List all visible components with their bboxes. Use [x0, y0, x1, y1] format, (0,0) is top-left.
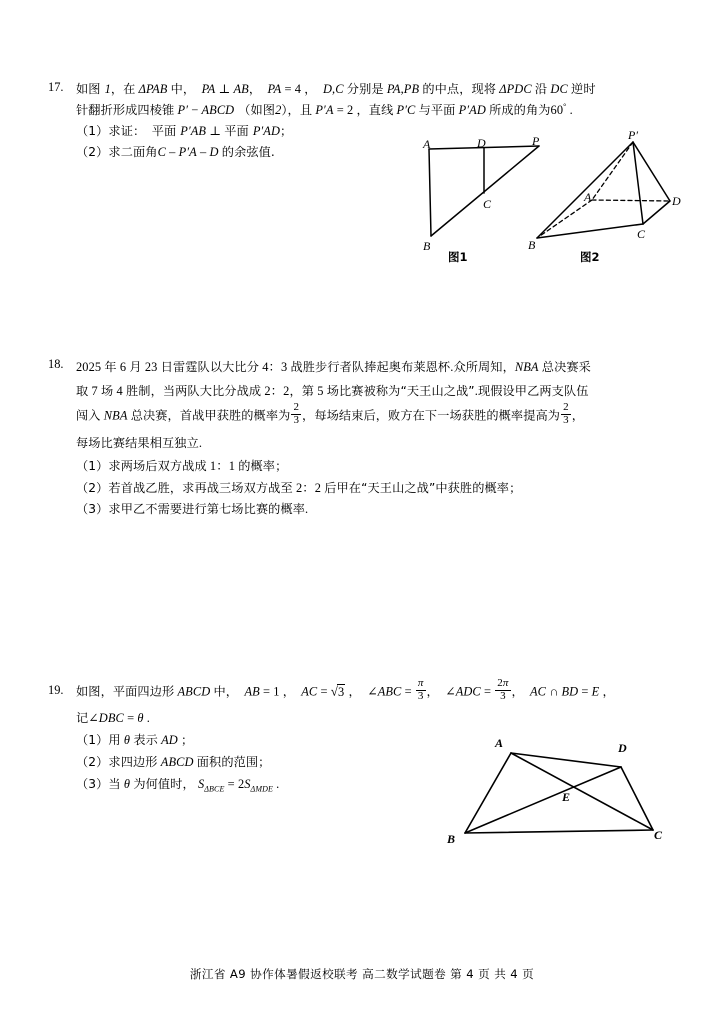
problem-18-line-3: 闯入 NBA 总决赛，首战甲获胜的概率为 $\frac{2}{3}$ ，每场结束后，败方在下一场获胜的概率提高为 $\frac{2}{3}$ ， [76, 401, 584, 426]
figure-2-label-A: A [584, 190, 592, 204]
problem-18-sub-3: （3）求甲乙不需要进行第七场比赛的概率. [76, 502, 309, 516]
figure-1-label-B: B [423, 239, 431, 253]
problem-19-sub-1: （1）用 θ 表示 AD ； [76, 733, 194, 747]
problem-19-number: 19. [48, 683, 64, 697]
figure-2-label-C: C [637, 227, 646, 241]
fraction-2pi-3: $\frac{2\pi}{3}$ [497, 677, 509, 702]
figure-1-label-A: A [423, 137, 431, 151]
problem-17-sub-2: （2）求二面角C – P′A – D 的余弦值. [76, 145, 275, 159]
figure-2-label-D: D [672, 194, 681, 208]
figure-2-caption: 图2 [580, 250, 600, 264]
fraction-two-thirds-a: $\frac{2}{3}$ [293, 401, 300, 426]
problem-17-line-2: 针翻折形成四棱锥 P′ − ABCD （如图2），且 P′A = 2 ，直线 P′C 与平面 P′AD 所成的角为60° . [76, 101, 573, 117]
problem-17-sub-1: （1）求证： 平面 P′AB ⊥ 平面 P′AD； [76, 124, 293, 138]
problem-19-sub-3: （3）当 θ 为何值时， $S_{\Delta BCE} = 2S_{\Delta MDE}$ . [76, 777, 280, 794]
figure-3-label-A: A [495, 736, 504, 750]
problem-17-line-1: 如图 1，在 ΔPAB 中， PA ⊥ AB， PA = 4 ， D,C 分别是 PA,PB 的中点，现将 ΔPDC 沿 DC 逆时 [76, 82, 596, 96]
figure-3-label-D: D [618, 741, 627, 755]
problem-18-line-2: 取 7 场 4 胜制，当两队大比分战成 2：2，第 5 场比赛被称为“天王山之战”.现假设甲乙两支队伍 [76, 384, 589, 398]
problem-17-number: 17. [48, 80, 64, 94]
problem-18-line-4: 每场比赛结果相互独立. [76, 436, 203, 450]
problem-18-number: 18. [48, 357, 64, 371]
figure-2-label-B: B [528, 238, 536, 252]
figure-1-label-D: D [477, 136, 486, 150]
page-footer: 浙江省 A9 协作体暑假返校联考 高二数学试题卷 第 4 页 共 4 页 [189, 967, 535, 981]
problem-19-line-1: 如图，平面四边形 ABCD 中， AB = 1 ， AC = √3 ， ∠ABC = $\frac{\pi}{3}$ ， ∠ADC = $\frac{2\pi}{3}$ ， AC ∩ BD = E ， [76, 677, 615, 702]
figure-3-quadrilateral-abcd [425, 725, 670, 855]
problem-18-line-1: 2025 年 6 月 23 日雷霆队以大比分 4：3 战胜步行者队捧起奥布莱恩杯.众所周知，NBA 总决赛采 [76, 360, 591, 374]
figure-1-label-C: C [483, 197, 492, 211]
problem-19-line-2: 记∠DBC = θ . [76, 711, 150, 725]
figure-3-label-C: C [654, 828, 663, 842]
problem-19-sub-2: （2）求四边形 ABCD 面积的范围； [76, 755, 271, 769]
figure-1-label-P: P [532, 134, 540, 148]
figure-1-caption: 图1 [448, 250, 468, 264]
problem-18-sub-2: （2）若首战乙胜，求再战三场双方战至 2：2 后甲在“天王山之战”中获胜的概率； [76, 481, 522, 495]
fraction-pi-3: $\frac{\pi}{3}$ [417, 677, 424, 702]
figure-3-label-E: E [562, 790, 571, 804]
fraction-two-thirds-b: $\frac{2}{3}$ [563, 401, 569, 426]
figure-2-label-Pprime: P′ [628, 128, 638, 142]
figure-3-label-B: B [447, 832, 456, 846]
problem-18-sub-1: （1）求两场后双方战成 1：1 的概率； [76, 459, 288, 473]
